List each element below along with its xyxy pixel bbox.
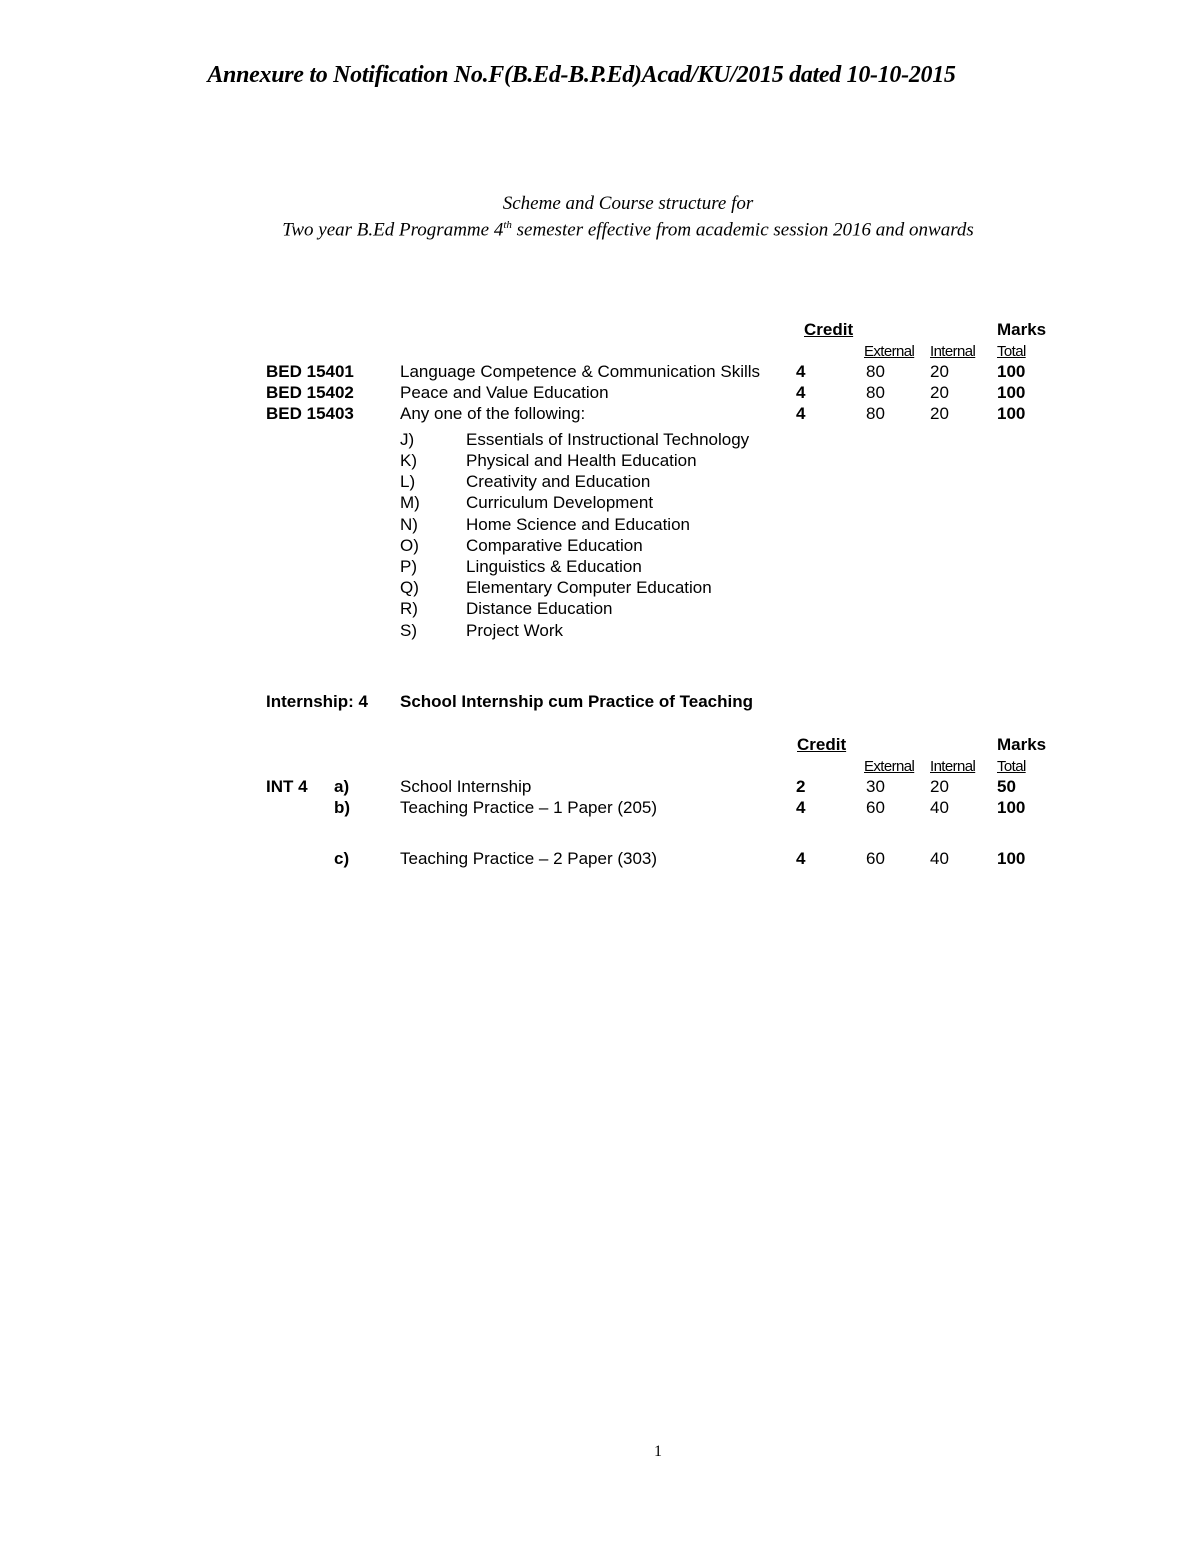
item-letter: c) (334, 849, 350, 868)
credit-header: Credit (797, 735, 847, 754)
total-marks: 100 (997, 798, 1026, 817)
external-header: External (864, 343, 915, 360)
option-letter: M) (400, 493, 420, 512)
option-name: Linguistics & Education (466, 557, 642, 576)
marks-header: Marks (997, 320, 1047, 339)
option-name: Home Science and Education (466, 515, 690, 534)
option-letter: L) (400, 472, 416, 491)
option-name: Distance Education (466, 599, 613, 618)
marks-header: Marks (997, 735, 1047, 754)
total-marks: 100 (997, 404, 1026, 423)
course-code: BED 15403 (266, 404, 354, 423)
credit-value: 4 (796, 798, 806, 817)
internal-marks: 40 (930, 849, 949, 868)
item-title: School Internship (400, 777, 532, 796)
option-name: Physical and Health Education (466, 451, 697, 470)
item-title: Teaching Practice – 2 Paper (303) (400, 849, 658, 868)
external-marks: 80 (866, 362, 885, 381)
item-letter: b) (334, 798, 351, 817)
option-name: Comparative Education (466, 536, 643, 555)
internal-header: Internal (930, 758, 976, 775)
option-name: Curriculum Development (466, 493, 654, 512)
option-letter: J) (400, 430, 415, 449)
total-marks: 100 (997, 849, 1026, 868)
credit-header: Credit (804, 320, 854, 339)
credit-value: 2 (796, 777, 806, 796)
option-name: Project Work (466, 621, 563, 640)
option-letter: O) (400, 536, 419, 555)
credit-value: 4 (796, 849, 806, 868)
credit-value: 4 (796, 404, 806, 423)
course-title: Any one of the following: (400, 404, 586, 423)
option-letter: P) (400, 557, 417, 576)
total-header: Total (997, 343, 1026, 360)
total-marks: 50 (997, 777, 1016, 796)
option-letter: K) (400, 451, 417, 470)
external-header: External (864, 758, 915, 775)
external-marks: 30 (866, 777, 885, 796)
internship-code: INT 4 (266, 777, 308, 796)
annexure-title: Annexure to Notification No.F(B.Ed-B.P.Ed)Acad/KU/2015 dated 10-10-2015 (207, 62, 956, 88)
external-marks: 60 (866, 849, 885, 868)
internal-marks: 40 (930, 798, 949, 817)
course-title: Peace and Value Education (400, 383, 609, 402)
external-marks: 80 (866, 404, 885, 423)
course-title: Language Competence & Communication Skills (400, 362, 761, 381)
internal-marks: 20 (930, 362, 949, 381)
internship-label: Internship: 4 (266, 692, 369, 711)
internal-marks: 20 (930, 383, 949, 402)
total-marks: 100 (997, 362, 1026, 381)
option-letter: Q) (400, 578, 419, 597)
credit-value: 4 (796, 383, 806, 402)
total-marks: 100 (997, 383, 1026, 402)
internal-marks: 20 (930, 404, 949, 423)
option-letter: R) (400, 599, 418, 618)
page-number: 1 (654, 1443, 662, 1460)
course-code: BED 15401 (266, 362, 354, 381)
internal-header: Internal (930, 343, 976, 360)
scheme-title: Scheme and Course structure for (502, 193, 754, 214)
external-marks: 80 (866, 383, 885, 402)
item-title: Teaching Practice – 1 Paper (205) (400, 798, 658, 817)
option-letter: S) (400, 621, 417, 640)
internship-title: School Internship cum Practice of Teaching (400, 692, 753, 711)
total-header: Total (997, 758, 1026, 775)
option-name: Essentials of Instructional Technology (466, 430, 750, 449)
course-code: BED 15402 (266, 383, 354, 402)
option-letter: N) (400, 515, 418, 534)
programme-subtitle: Two year B.Ed Programme 4th semester effective from academic session 2016 and onwards (282, 219, 974, 241)
credit-value: 4 (796, 362, 806, 381)
internal-marks: 20 (930, 777, 949, 796)
item-letter: a) (334, 777, 350, 796)
option-name: Creativity and Education (466, 472, 651, 491)
external-marks: 60 (866, 798, 885, 817)
option-name: Elementary Computer Education (466, 578, 712, 597)
